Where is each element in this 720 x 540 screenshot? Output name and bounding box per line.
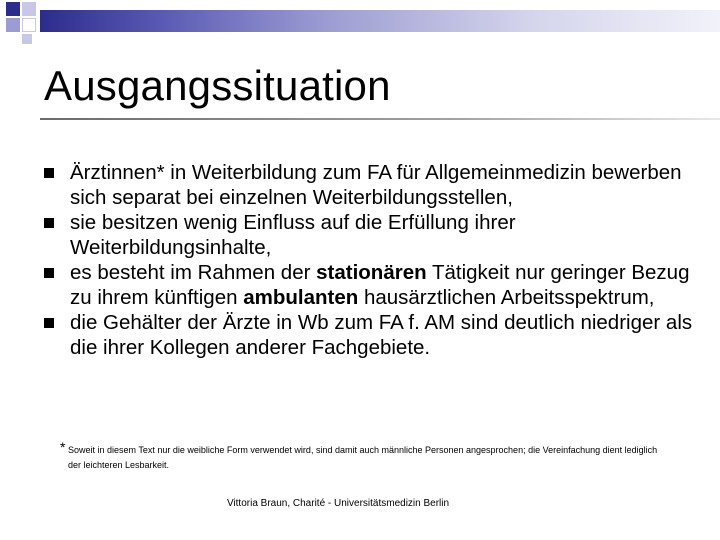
footnote-text: Soweit in diesem Text nur die weibliche Form verwendet wird, sind damit auch männliche Personen angesprochen; die Vereinfachung dient lediglich der leichteren Lesbarkeit. xyxy=(68,445,658,470)
bullet-text: es besteht im Rahmen der xyxy=(70,261,317,284)
bullet-text-bold: ambulanten xyxy=(243,286,359,309)
bullet-item xyxy=(44,260,704,310)
slide-footer: Vittoria Braun, Charité - Universitätsmedizin Berlin xyxy=(226,498,450,509)
bullet-text: die Gehälter der Ärzte in Wb zum FA f. AM sind deutlich niedriger als die ihrer Kollegen anderer Fachgebiete. xyxy=(70,311,693,359)
bullet-text: sie besitzen wenig Einfluss auf die Erfüllung ihrer Weiterbildungsinhalte, xyxy=(70,211,516,259)
bullet-text: Tätigkeit nur geringer Bezug zu ihrem künftigen xyxy=(70,261,690,309)
header-gradient-bar xyxy=(40,10,720,32)
bullet-item xyxy=(44,210,704,260)
bullet-text: Ärztinnen* in Weiterbildung zum FA für Allgemeinmedizin bewerben sich separat bei einzelnen Weiterbildungsstellen, xyxy=(70,161,682,209)
bullet-list xyxy=(44,160,704,360)
square-bullet-icon xyxy=(44,218,54,228)
bullet-item xyxy=(44,160,704,210)
square-bullet-icon xyxy=(44,268,54,278)
square-bullet-icon xyxy=(44,168,54,178)
slide-title: Ausgangssituation xyxy=(44,62,391,109)
footnote xyxy=(60,439,660,473)
bullet-text: hausärztlichen Arbeitsspektrum, xyxy=(358,286,655,309)
bullet-text-bold: stationären xyxy=(316,261,427,284)
footnote-marker: * xyxy=(60,439,66,455)
bullet-item xyxy=(44,310,704,360)
title-divider xyxy=(40,118,720,120)
square-bullet-icon xyxy=(44,318,54,328)
